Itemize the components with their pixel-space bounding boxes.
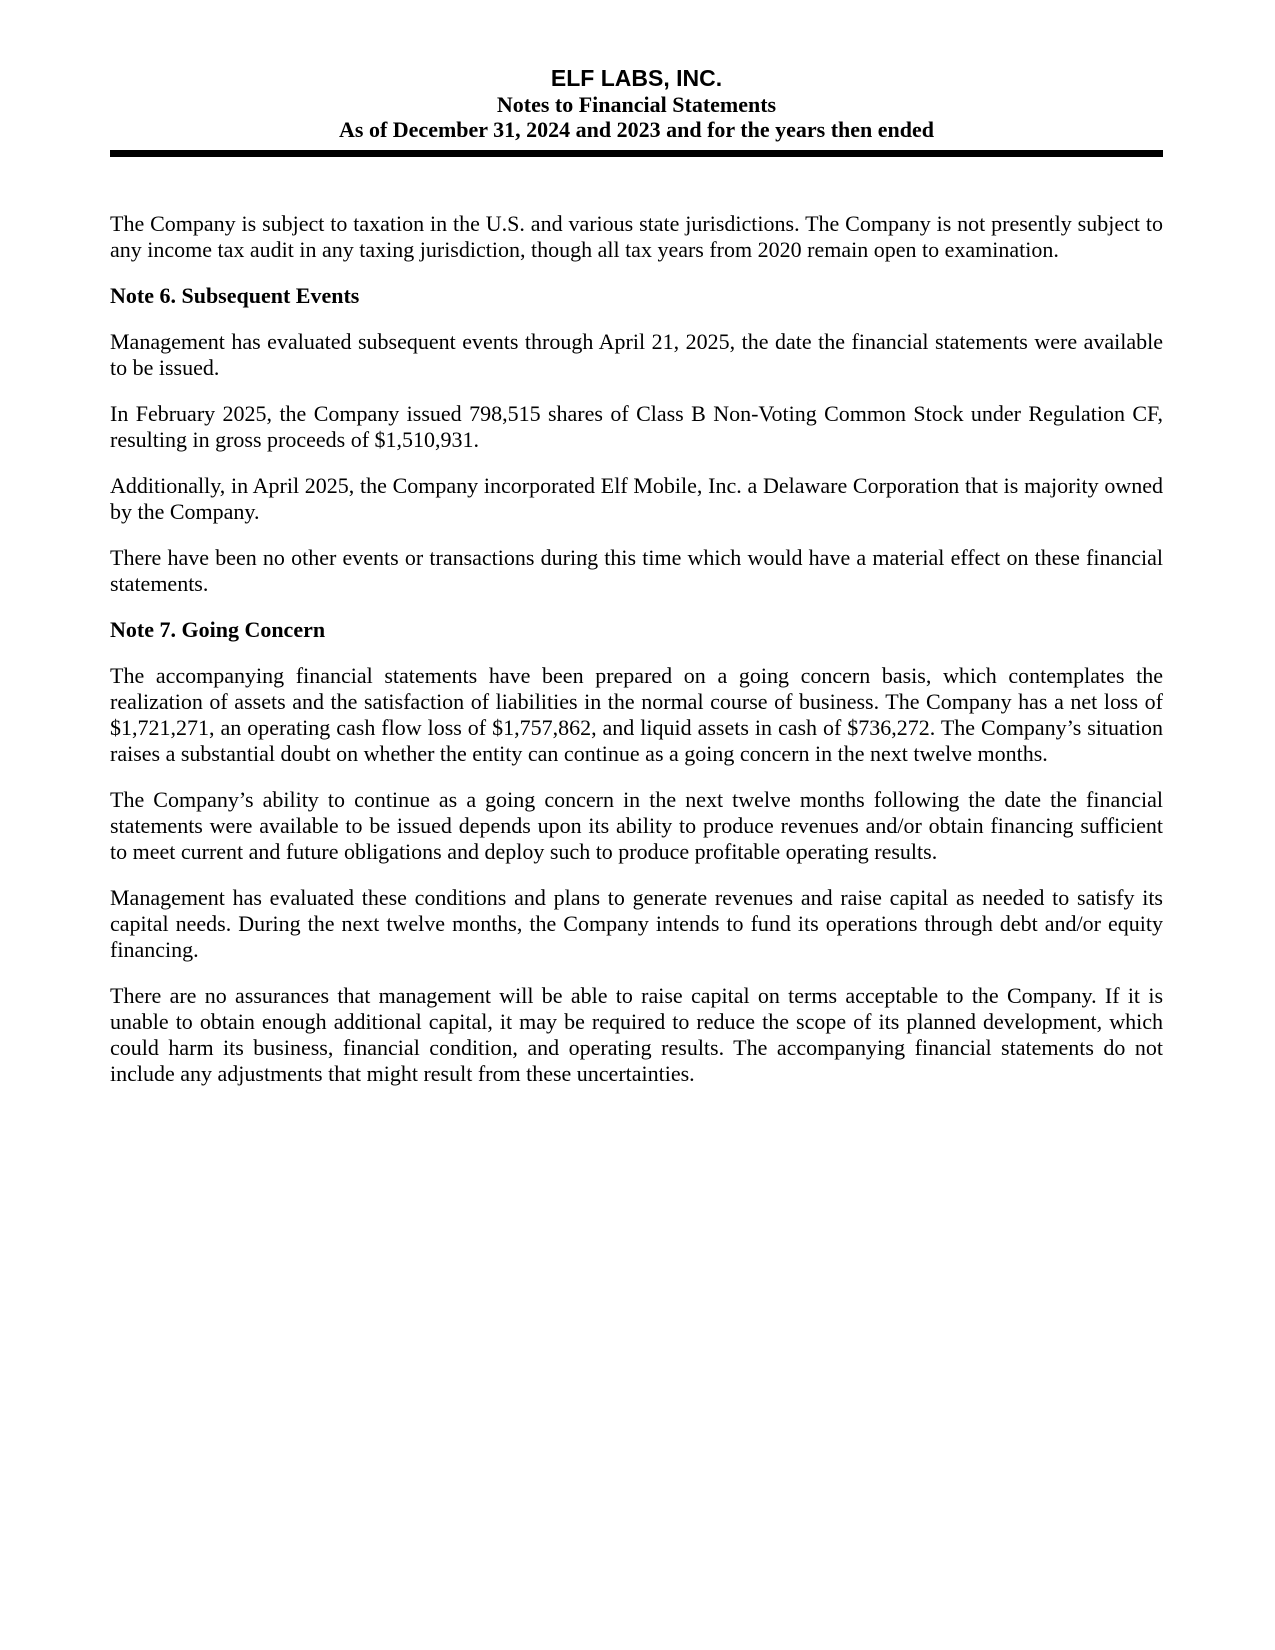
paragraph-elf-mobile-incorporation: Additionally, in April 2025, the Company incorporated Elf Mobile, Inc. a Delaware Corporation that is majority owned by the Company.	[110, 473, 1163, 524]
section-heading-note-6: Note 6. Subsequent Events	[110, 283, 360, 308]
paragraph-regulation-cf-issuance: In February 2025, the Company issued 798,515 shares of Class B Non-Voting Common Stock under Regulation CF, resulting in gross proceeds of $1,510,931.	[110, 401, 1163, 452]
document-title: Notes to Financial Statements	[496, 92, 777, 117]
paragraph-management-plans: Management has evaluated these conditions and plans to generate revenues and raise capital as needed to satisfy its capital needs. During the next twelve months, the Company intends to fund its operations through debt and/or equity financing.	[110, 885, 1163, 962]
paragraph-no-other-events: There have been no other events or transactions during this time which would have a material effect on these financial statements.	[110, 545, 1163, 596]
document-date-line: As of December 31, 2024 and 2023 and for the years then ended	[339, 117, 934, 142]
paragraph-ability-to-continue: The Company’s ability to continue as a going concern in the next twelve months following the date the financial statements were available to be issued depends upon its ability to produce revenues and/or obtain financing sufficient to meet current and future obligations and deploy such to produce profitable operating results.	[110, 787, 1163, 864]
company-name: ELF LABS, INC.	[550, 65, 723, 91]
paragraph-no-assurances: There are no assurances that management will be able to raise capital on terms acceptable to the Company. If it is unable to obtain enough additional capital, it may be required to reduce the scope of its planned development, which could harm its business, financial condition, and operating results. The accompanying financial statements do not include any adjustments that might result from these uncertainties.	[110, 983, 1163, 1086]
document-body	[110, 211, 1163, 1087]
paragraph-taxation: The Company is subject to taxation in the U.S. and various state jurisdictions. The Company is not presently subject to any income tax audit in any taxing jurisdiction, though all tax years from 2020 remain open to examination.	[110, 211, 1163, 262]
paragraph-subsequent-events-evaluation: Management has evaluated subsequent events through April 21, 2025, the date the financial statements were available to be issued.	[110, 329, 1163, 380]
paragraph-going-concern-basis: The accompanying financial statements have been prepared on a going concern basis, which contemplates the realization of assets and the satisfaction of liabilities in the normal course of business. The Company has a net loss of $1,721,271, an operating cash flow loss of $1,757,862, and liquid assets in cash of $736,272. The Company’s situation raises a substantial doubt on whether the entity can continue as a going concern in the next twelve months.	[110, 663, 1163, 766]
section-heading-note-7: Note 7. Going Concern	[110, 617, 326, 642]
document-header	[110, 64, 1163, 157]
